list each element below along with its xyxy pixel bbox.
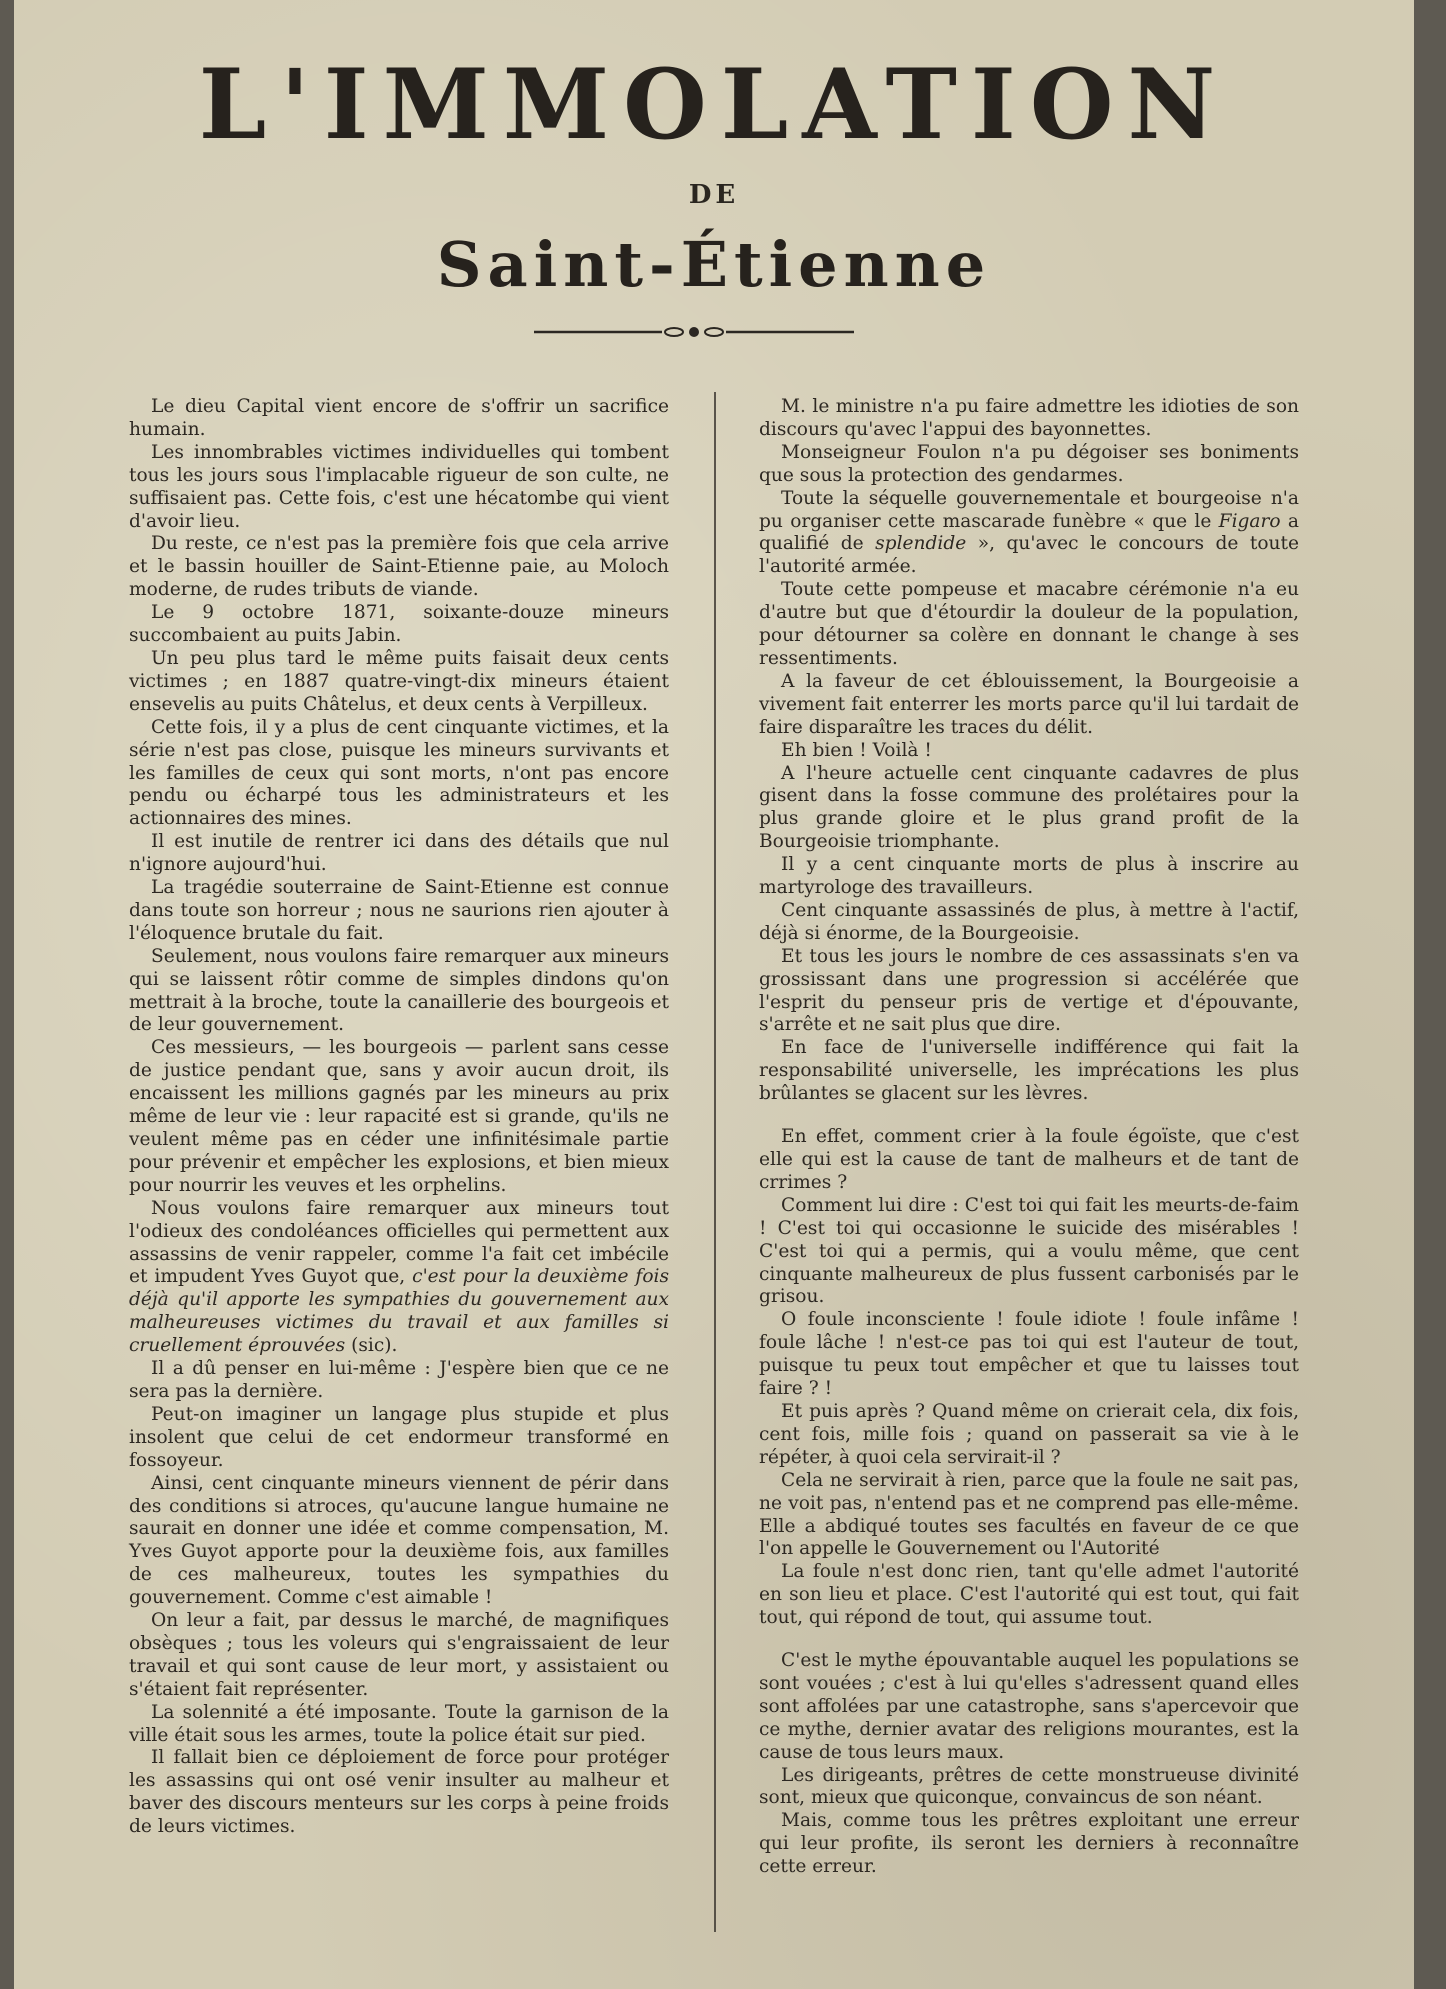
column-divider	[714, 392, 716, 1932]
paragraph: Cela ne servirait à rien, parce que la foule ne sait pas, ne voit pas, n'entend pas et ne comprend pas elle-même. Elle a abdiqué toutes ses facultés en faveur de ce que l'on appelle le Gouvernement ou l'Autorité	[759, 1469, 1299, 1560]
paragraph: Peut-on imaginer un langage plus stupide et plus insolent que celui de cet endormeur transformé en fossoyeur.	[129, 1403, 669, 1471]
right-column	[759, 396, 1299, 1879]
document-subtitle: Saint-Étienne	[436, 228, 992, 301]
paragraph: A la faveur de cet éblouissement, la Bourgeoisie a vivement fait enterrer les morts parce qu'il lui tardait de faire disparaître les traces du délit.	[759, 670, 1299, 738]
paragraph: La tragédie souterraine de Saint-Etienne est connue dans toute son horreur ; nous ne saurions rien ajouter à l'éloquence brutale du fait.	[129, 877, 669, 944]
quoted-remark: c'est pour la deuxième fois déjà qu'il apporte les sympathies du gouvernement aux malheureuses victimes du travail et aux familles si cruellement éprouvées	[129, 1266, 669, 1357]
document-sheet	[14, 0, 1414, 1989]
paragraph: La foule n'est donc rien, tant qu'elle admet l'autorité en son lieu et place. C'est l'autorité qui est tout, qui fait tout, qui répond de tout, qui assume tout.	[759, 1561, 1299, 1629]
paragraph: Il fallait bien ce déploiement de force pour protéger les assassins qui ont osé venir insulter au malheur et baver des discours menteurs sur les corps à peine froids de leurs victimes.	[129, 1747, 669, 1838]
paragraph-figaro	[759, 488, 1299, 580]
paragraph: Et puis après ? Quand même on crierait cela, dix fois, cent fois, mille fois ; quand on passerait sa vie à le répéter, à quoi cela servirait-il ?	[759, 1400, 1299, 1468]
paragraph-text: », qu'avec le concours de toute l'autorité armée.	[759, 533, 1299, 578]
paragraph: Ainsi, cent cinquante mineurs viennent de périr dans des conditions si atroces, qu'aucune langue humaine ne saurait en donner une idée et comme compensation, M. Yves Guyot apporte pour la deuxième fois, aux familles de ces malheureux, toutes les sympathies du gouvernement. Comme c'est aimable !	[129, 1472, 669, 1609]
paragraph: Comment lui dire : C'est toi qui fait les meurts-de-faim ! C'est toi qui occasionne le suicide des misérables ! C'est toi qui a permis, qui a voulu même, que cent cinquante malheureux de plus fussent carbonisés par le grisou.	[759, 1194, 1299, 1308]
paragraph: Toute cette pompeuse et macabre cérémonie n'a eu d'autre but que d'étourdir la douleur de la population, pour détourner sa colère en donnant le change à ses ressentiments.	[759, 579, 1299, 669]
document-title: L'IMMOLATION	[198, 48, 1230, 161]
paragraph: Le dieu Capital vient encore de s'offrir un sacrifice humain.	[129, 396, 669, 440]
paragraph: Du reste, ce n'est pas la première fois que cela arrive et le bassin houiller de Saint-Etienne paie, au Moloch moderne, de rudes tributs de viande.	[129, 533, 669, 601]
paragraph-text: Toute la séquelle gouvernementale et bourgeoise n'a pu organiser cette mascarade funèbre « que le	[759, 487, 1299, 532]
paragraph: Il a dû penser en lui-même : J'espère bien que ce ne sera pas la dernière.	[129, 1358, 669, 1402]
paragraph: En face de l'universelle indifférence qui fait la responsabilité universelle, les imprécations les plus brûlantes se glacent sur les lèvres.	[759, 1037, 1299, 1105]
paragraph-text: Nous voulons faire remarquer aux mineurs tout l'odieux des condoléances officielles qui permettent aux assassins de venir rappeler, comme l'a fait cet imbécile et impudent Yves Guyot que,	[129, 1197, 669, 1288]
splendide-word: splendide	[875, 533, 967, 555]
paragraph: Les dirigeants, prêtres de cette monstrueuse divinité sont, mieux que quiconque, convaincus de son néant.	[759, 1764, 1299, 1809]
paragraph: La solennité a été imposante. Toute la garnison de la ville était sous les armes, toute la police était sur pied.	[129, 1701, 669, 1746]
paragraph: Et tous les jours le nombre de ces assassinats s'en va grossissant dans une progression si accélérée que l'esprit du penseur pris de vertige et d'épouvante, s'arrête et ne sait plus que dire.	[759, 945, 1299, 1036]
paragraph-guyot-quote	[129, 1198, 669, 1358]
paragraph-text: a qualifié de	[759, 510, 1299, 555]
ornament-divider	[534, 322, 854, 342]
paragraph: C'est le mythe épouvantable auquel les populations se sont vouées ; c'est à lui qu'elles s'adressent quand elles sont affolées par une catastrophe, sans s'apercevoir que ce mythe, dernier avatar des religions mourantes, est la cause de tous leurs maux.	[759, 1650, 1299, 1763]
paragraph: Il y a cent cinquante morts de plus à inscrire au martyrologe des travailleurs.	[759, 854, 1299, 899]
left-column	[129, 396, 669, 1839]
paragraph: On leur a fait, par dessus le marché, de magnifiques obsèques ; tous les voleurs qui s'engraissaient de leur travail et qui sont cause de leur mort, y assistaient ou s'étaient fait représenter.	[129, 1610, 669, 1700]
paragraph: Les innombrables victimes individuelles qui tombent tous les jours sous l'implacable rigueur de son culte, ne suffisaient pas. Cette fois, c'est une hécatombe qui vient d'avoir lieu.	[129, 441, 669, 532]
paragraph: Eh bien ! Voilà !	[781, 739, 932, 761]
paragraph: Monseigneur Foulon n'a pu dégoiser ses boniments que sous la protection des gendarmes.	[759, 441, 1299, 486]
sic-note: (sic).	[345, 1335, 398, 1357]
paragraph: Seulement, nous voulons faire remarquer aux mineurs qui se laissent rôtir comme de simples dindons qu'on mettrait à la broche, toute la canaillerie des bourgeois et de leur gouvernement.	[129, 945, 669, 1036]
paragraph: O foule inconsciente ! foule idiote ! foule infâme ! foule lâche ! n'est-ce pas toi qui est l'auteur de tout, puisque tu peux tout empêcher et que tu laisses tout faire ? !	[759, 1309, 1299, 1400]
paragraph: Il est inutile de rentrer ici dans des détails que nul n'ignore aujourd'hui.	[129, 831, 669, 876]
paragraph: Cent cinquante assassinés de plus, à mettre à l'actif, déjà si énorme, de la Bourgeoisie.	[759, 899, 1299, 944]
paragraph: Un peu plus tard le même puits faisait deux cents victimes ; en 1887 quatre-vingt-dix mineurs étaient ensevelis au puits Châtelus, et deux cents à Verpilleux.	[129, 647, 669, 715]
paragraph: Le 9 octobre 1871, soixante-douze mineurs succombaient au puits Jabin.	[129, 602, 669, 647]
paragraph: M. le ministre n'a pu faire admettre les idioties de son discours qu'avec l'appui des bayonnettes.	[759, 396, 1299, 440]
paragraph: Mais, comme tous les prêtres exploitant une erreur qui leur profite, ils seront les derniers à reconnaître cette erreur.	[759, 1810, 1299, 1878]
paragraph: Cette fois, il y a plus de cent cinquante victimes, et la série n'est pas close, puisque les mineurs survivants et les familles de ceux qui sont morts, n'ont pas encore pendu ou écharpé tous les administrateurs et les actionnaires des mines.	[129, 716, 669, 830]
paragraph: A l'heure actuelle cent cinquante cadavres de plus gisent dans la fosse commune des prolétaires pour la plus grande gloire et le plus grand profit de la Bourgeoisie triomphante.	[759, 762, 1299, 853]
paragraph: En effet, comment crier à la foule égoïste, que c'est elle qui est la cause de tant de malheurs et de tant de crrimes ?	[759, 1126, 1299, 1193]
figaro-name: Figaro	[1218, 510, 1281, 532]
paragraph: Ces messieurs, — les bourgeois — parlent sans cesse de justice pendant que, sans y avoir aucun droit, ils encaissent les millions gagnés par les mineurs au prix même de leur vie : leur rapacité est si grande, qu'ils ne veulent même pas en céder une infinitésimale partie pour prévenir et empêcher les explosions, et bien mieux pour nourrir les veuves et les orphelins.	[129, 1037, 669, 1196]
title-connector: DE	[688, 180, 740, 210]
